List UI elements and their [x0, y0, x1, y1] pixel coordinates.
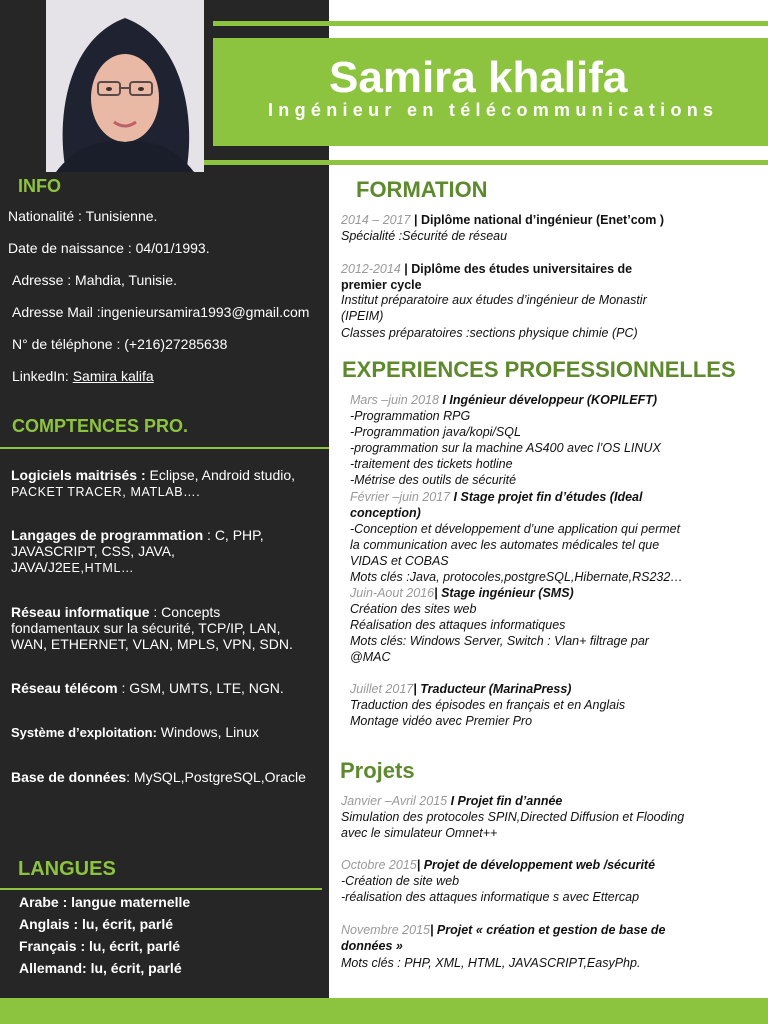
formation-entry-2: 2012-2014 | Diplôme des études universitaires de [341, 262, 633, 276]
header-line-top [213, 21, 768, 26]
experience-detail: VIDAS et COBAS [350, 554, 449, 568]
formation-heading: FORMATION [356, 177, 488, 202]
info-linkedin [12, 368, 154, 384]
languages-heading: LANGUES [18, 858, 116, 880]
linkedin-link[interactable]: Samira kalifa [72, 368, 154, 384]
project-entry-3-title-cont: données » [341, 939, 403, 953]
project-entry-3: Novembre 2015| Projet « création et gestion de base de [341, 923, 666, 937]
formation-entry-2-detail: Classes préparatoires :sections physique chimie (PC) [341, 326, 638, 340]
experience-detail: Mots clés: Windows Server, Switch : Vlan+ filtrage par [350, 634, 649, 648]
languages-divider [0, 888, 322, 890]
header-line-bottom [204, 160, 768, 165]
experience-detail: -Métrise des outils de sécurité [350, 473, 517, 487]
experience-detail: @MAC [350, 650, 391, 664]
info-email: Adresse Mail :ingenieursamira1993@gmail.com [12, 304, 310, 320]
project-detail: avec le simulateur Omnet++ [341, 826, 498, 840]
info-birthdate: Date de naissance : 04/01/1993. [8, 240, 210, 256]
linkedin-label: LinkedIn: [12, 368, 73, 384]
experience-detail: la communication avec les automates médicales tel que [350, 538, 660, 552]
project-detail: Mots clés : PHP, XML, HTML, JAVASCRIPT,EasyPhp. [341, 956, 641, 970]
name-banner [213, 38, 768, 146]
project-entry-2: Octobre 2015| Projet de développement web /sécurité [341, 858, 656, 872]
experience-entry-2-title-cont: conception) [350, 506, 421, 520]
experience-detail: -Programmation java/kopi/SQL [350, 425, 521, 439]
project-detail: -réalisation des attaques informatique s avec Ettercap [341, 890, 640, 904]
skill-os: Système d’exploitation: Windows, Linux [11, 724, 259, 740]
experience-entry-1: Mars –juin 2018 I Ingénieur développeur (KOPILEFT) [350, 393, 658, 407]
skills-divider [0, 447, 329, 449]
info-address: Adresse : Mahdia, Tunisie. [12, 272, 177, 288]
experience-detail: Mots clés :Java, protocoles,postgreSQL,Hibernate,RS232… [350, 570, 683, 584]
info-phone: N° de téléphone : (+216)27285638 [12, 336, 228, 352]
project-entry-1: Janvier –Avril 2015 I Projet fin d’année [341, 794, 563, 808]
experience-detail: Montage vidéo avec Premier Pro [350, 714, 533, 728]
experience-entry-3: Juin-Aout 2016| Stage ingénieur (SMS) [350, 586, 574, 600]
skill-network: Réseau informatique : Concepts fondamentaux sur la sécurité, TCP/IP, LAN, WAN, ETHERNET, VLAN, MPLS, VPN, SDN. [11, 604, 293, 652]
language-item: Français : lu, écrit, parlé [19, 938, 181, 954]
formation-entry-2-title-cont: premier cycle [341, 278, 422, 292]
language-item: Arabe : langue maternelle [19, 894, 191, 910]
experience-detail: -traitement des tickets hotline [350, 457, 513, 471]
language-item: Anglais : lu, écrit, parlé [19, 916, 174, 932]
experience-entry-4: Juillet 2017| Traducteur (MarinaPress) [350, 682, 572, 696]
skill-software: Logiciels maitrisés : Eclipse, Android studio, PACKET TRACER, MATLAB…. [11, 467, 296, 499]
person-title: Ingénieur en télécommunications [268, 100, 719, 120]
experience-detail: -programmation sur la machine AS400 avec l’OS LINUX [350, 441, 661, 455]
experience-detail: Réalisation des attaques informatiques [350, 618, 566, 632]
formation-entry-1: 2014 – 2017 | Diplôme national d’ingénieur (Enet’com ) [341, 213, 665, 227]
skill-database: Base de données: MySQL,PostgreSQL,Oracle [11, 769, 306, 785]
experience-detail: -Programmation RPG [350, 409, 471, 423]
info-nationality: Nationalité : Tunisienne. [8, 208, 158, 224]
formation-entry-2-detail: Institut préparatoire aux études d’ingénieur de Monastir [341, 293, 647, 307]
experience-detail: Traduction des épisodes en français et en Anglais [350, 698, 626, 712]
formation-entry-1-detail: Spécialité :Sécurité de réseau [341, 229, 508, 243]
skills-heading: COMPTENCES PRO. [12, 416, 189, 436]
skill-telecom: Réseau télécom : GSM, UMTS, LTE, NGN. [11, 680, 284, 696]
project-detail: Simulation des protocoles SPIN,Directed Diffusion et Flooding [341, 810, 685, 824]
project-detail: -Création de site web [341, 874, 460, 888]
skill-languages: Langages de programmation : C, PHP, JAVASCRIPT, CSS, JAVA, JAVA/J2EE,HTML… [11, 527, 264, 575]
experience-detail: Création des sites web [350, 602, 477, 616]
experience-entry-2: Février –juin 2017 I Stage projet fin d’études (Ideal [350, 490, 643, 504]
info-heading: INFO [18, 176, 61, 196]
bottom-accent-bar [0, 998, 768, 1024]
language-item: Allemand: lu, écrit, parlé [19, 960, 182, 976]
person-name: Samira khalifa [329, 53, 628, 102]
formation-entry-2-detail: (IPEIM) [341, 309, 384, 323]
profile-photo [46, 0, 204, 172]
projects-heading: Projets [340, 758, 415, 783]
experience-detail: -Conception et développement d’une application qui permet [350, 522, 681, 536]
experience-heading: EXPERIENCES PROFESSIONNELLES [342, 357, 736, 382]
